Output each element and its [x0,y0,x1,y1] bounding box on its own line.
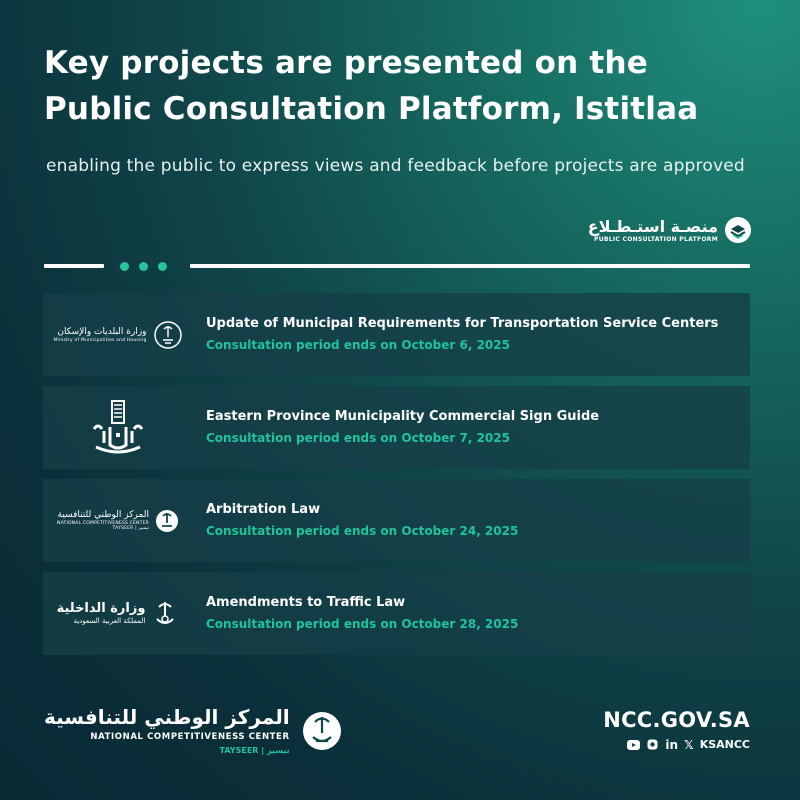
project-card[interactable] [43,479,750,562]
project-card[interactable] [43,572,750,655]
platform-name-en: PUBLIC CONSULTATION PLATFORM [594,235,718,243]
istitlaa-logo-icon [724,216,752,244]
project-logo [43,386,193,469]
project-logo [43,293,193,376]
logo-text-en: NATIONAL COMPETITIVENESS CENTER [57,521,149,526]
platform-name-ar: منصـة استـطـلاع [587,216,718,236]
project-title: Update of Municipal Requirements for Transportation Service Centers [206,316,719,331]
logo-text-ar: وزارة البلديات والإسكان [57,326,147,337]
dot [158,262,167,271]
project-title: Amendments to Traffic Law [206,595,406,610]
ncc-footer-logo [44,706,342,755]
ministry-municipalities-logo [153,320,183,350]
logo-text-tayseer: TAYSEER | تيسير [112,526,149,531]
ministry-interior-logo [151,599,179,629]
project-deadline: Consultation period ends on October 28, 2025 [206,617,519,631]
instagram-icon[interactable] [646,738,659,751]
divider-right [190,264,750,268]
page-subtitle: enabling the public to express views and feedback before projects are approved [46,156,745,176]
project-deadline: Consultation period ends on October 7, 2025 [206,431,510,445]
logo-text-ar: المركز الوطني للتنافسية [57,510,149,520]
project-list [43,293,750,665]
logo-text-sub: المملكة العربية السعودية [73,616,146,625]
ncc-logo [155,509,179,533]
istitlaa-platform-logo [588,213,752,247]
project-card[interactable] [43,293,750,376]
logo-text-ar: وزارة الداخلية [56,600,146,616]
title-line-1: Key projects are presented on the [44,45,648,81]
project-deadline: Consultation period ends on October 6, 2025 [206,338,510,352]
footer-org-ar: المركز الوطني للتنافسية [44,705,290,729]
divider-dots [120,262,167,271]
logo-text-en: Ministry of Municipalities and Housing [53,337,147,343]
project-title: Arbitration Law [206,502,321,517]
linkedin-icon[interactable]: in [665,737,679,752]
project-deadline: Consultation period ends on October 24, 2025 [206,524,519,538]
ncc-emblem-icon [302,711,342,751]
divider-left [44,264,104,268]
project-title: Eastern Province Municipality Commercial Sign Guide [206,409,600,424]
project-logo [43,572,193,655]
project-logo [43,479,193,562]
project-card[interactable] [43,386,750,469]
title-line-2: Public Consultation Platform, Istitlaa [44,91,699,127]
x-icon[interactable]: 𝕏 [684,737,694,752]
youtube-icon[interactable] [627,738,640,751]
dot [139,262,148,271]
social-handle[interactable]: KSANCC [699,738,750,751]
page-title [44,40,764,132]
footer-org-en: NATIONAL COMPETITIVENESS CENTER [90,732,290,742]
footer-tayseer: TAYSEER | تيسير [219,746,290,755]
dot [120,262,129,271]
eastern-province-municipality-logo [88,397,148,459]
social-links [627,738,750,751]
website-link[interactable]: NCC.GOV.SA [603,708,750,732]
